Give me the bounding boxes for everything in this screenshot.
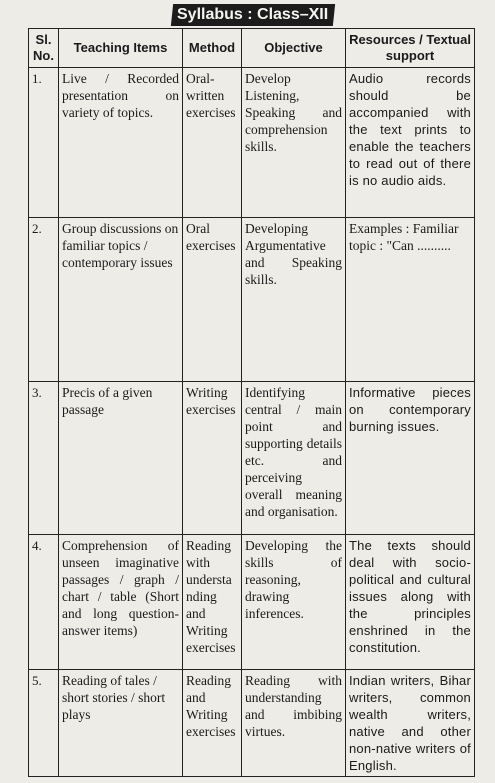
row-resources: Informative pieces on contemporary burning issues. [346,382,475,535]
row-method: Reading and Writing exercises [183,670,242,777]
header-method: Method [183,29,242,68]
row-resources: Examples : Familiar topic : "Can .......... [346,218,475,382]
row-objective: Develop Listening, Speaking and comprehension skills. [242,68,346,218]
syllabus-title [171,4,335,26]
header-objective: Objective [242,29,346,68]
row-teaching-item: Reading of tales / short stories / short plays [59,670,183,777]
header-teaching-items: Teaching Items [59,29,183,68]
row-method: Writing exercises [183,382,242,535]
row-serial-no: 1. [29,68,59,218]
row-resources: Audio records should be accompanied with the text prints to enable the teachers to read out of there is no audio aids. [346,68,475,218]
row-teaching-item: Precis of a given passage [59,382,183,535]
row-serial-no: 4. [29,535,59,670]
row-objective: Developing Argumentative and Speaking skills. [242,218,346,382]
row-method: Oral exercises [183,218,242,382]
row-serial-no: 2. [29,218,59,382]
row-serial-no: 3. [29,382,59,535]
table-row [29,382,475,535]
row-resources: Indian writers, Bihar writers, common wealth writers, native and other non-native writers of English. [346,670,475,777]
syllabus-title-text: Syllabus : Class–XII [177,6,329,23]
row-objective: Developing the skills of reasoning, drawing inferences. [242,535,346,670]
row-objective: Identifying central / main point and supporting details etc. and perceiving overall meaning and organisation. [242,382,346,535]
row-objective: Reading with understanding and imbibing virtues. [242,670,346,777]
table-row [29,68,475,218]
table-row [29,535,475,670]
row-method: Oral-written exercises [183,68,242,218]
syllabus-table [28,28,475,777]
table-row [29,670,475,777]
row-serial-no: 5. [29,670,59,777]
row-teaching-item: Live / Recorded presentation on variety of topics. [59,68,183,218]
row-resources: The texts should deal with socio-political and cultural issues along with the principles enshrined in the constitution. [346,535,475,670]
row-teaching-item: Group discussions on familiar topics / contemporary issues [59,218,183,382]
header-row [29,29,475,68]
header-resources: Resources / Textual support [346,29,475,68]
table-row [29,218,475,382]
row-teaching-item: Comprehension of unseen imaginative passages / graph / chart / table (Short and long question-answer items) [59,535,183,670]
header-serial-no: Sl. No. [29,29,59,68]
row-method: Reading with understanding and Writing exercises [183,535,242,670]
